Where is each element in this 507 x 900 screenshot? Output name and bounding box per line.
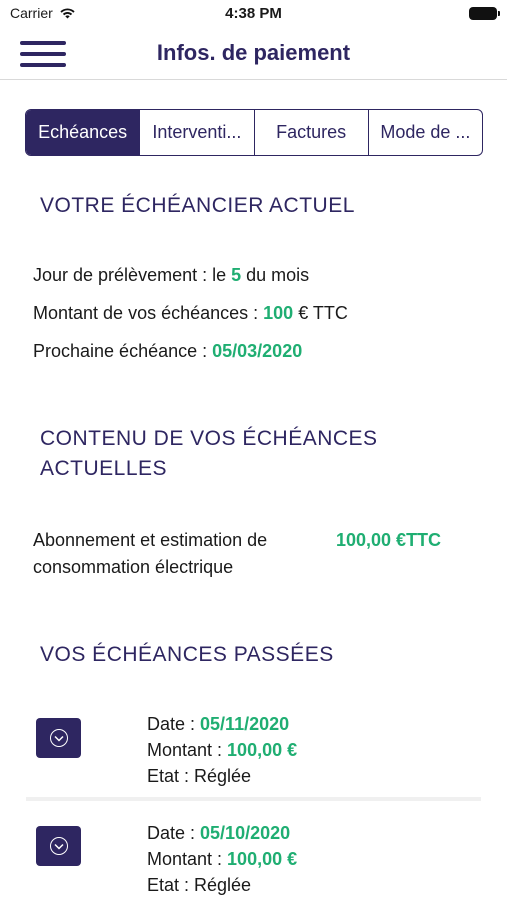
contents-title-line1: CONTENU DE VOS ÉCHÉANCES — [40, 427, 378, 450]
content-item-label-line2: consommation électrique — [33, 557, 234, 577]
installment-amount-value: 100 — [263, 303, 294, 323]
next-installment-label: Prochaine échéance : — [33, 341, 213, 361]
past-item-state: Réglée — [194, 875, 252, 895]
past-item-date-line — [147, 711, 297, 737]
divider — [26, 797, 481, 801]
list-item — [0, 818, 507, 900]
amount-label: Montant : — [147, 740, 228, 760]
past-installments-title: VOS ÉCHÉANCES PASSÉES — [40, 643, 334, 666]
past-item-amount-line — [147, 737, 297, 763]
current-schedule-title: VOTRE ÉCHÉANCIER ACTUEL — [40, 194, 355, 217]
carrier-label: Carrier — [10, 5, 53, 21]
past-item-date: 05/10/2020 — [200, 823, 291, 843]
chevron-down-circle-icon — [50, 837, 68, 855]
next-installment-date: 05/03/2020 — [212, 341, 303, 361]
tab-echeances[interactable]: Echéances — [26, 110, 139, 155]
contents-title-line2: ACTUELLES — [40, 457, 168, 480]
content-item — [33, 527, 473, 581]
tab-interventions[interactable]: Interventi... — [139, 110, 253, 155]
state-label: Etat : — [147, 766, 195, 786]
debit-day-label: Jour de prélèvement : le — [33, 265, 232, 285]
installment-amount-label: Montant de vos échéances : — [33, 303, 264, 323]
past-item-details — [147, 711, 297, 789]
content-item-amount: 100,00 €TTC — [336, 530, 442, 550]
battery-icon — [469, 7, 497, 20]
past-item-date-line — [147, 820, 297, 846]
navigation-bar — [0, 28, 507, 80]
debit-day-suffix: du mois — [241, 265, 310, 285]
past-item-state-line — [147, 872, 297, 898]
amount-label: Montant : — [147, 849, 228, 869]
list-item — [0, 710, 507, 806]
past-item-details — [147, 820, 297, 898]
tab-bar — [25, 109, 483, 156]
installment-amount-line — [33, 303, 348, 324]
contents-title — [40, 424, 378, 484]
date-label: Date : — [147, 823, 201, 843]
status-bar — [0, 0, 507, 28]
tab-mode-de-paiement[interactable]: Mode de ... — [368, 110, 482, 155]
past-item-state: Réglée — [194, 766, 252, 786]
chevron-down-circle-icon — [50, 729, 68, 747]
date-label: Date : — [147, 714, 201, 734]
past-item-date: 05/11/2020 — [200, 714, 290, 734]
content-item-label — [33, 527, 323, 581]
past-item-state-line — [147, 763, 297, 789]
expand-button[interactable] — [36, 718, 81, 758]
status-time: 4:38 PM — [225, 5, 282, 22]
past-item-amount: 100,00 € — [227, 849, 298, 869]
debit-day-line — [33, 265, 309, 286]
content-item-label-line1: Abonnement et estimation de — [33, 530, 268, 550]
installment-amount-suffix: € TTC — [293, 303, 348, 323]
past-item-amount-line — [147, 846, 297, 872]
state-label: Etat : — [147, 875, 195, 895]
tab-factures[interactable]: Factures — [254, 110, 368, 155]
expand-button[interactable] — [36, 826, 81, 866]
page-title: Infos. de paiement — [156, 40, 351, 65]
next-installment-line — [33, 341, 302, 362]
past-item-amount: 100,00 € — [227, 740, 298, 760]
debit-day-value: 5 — [231, 265, 242, 285]
